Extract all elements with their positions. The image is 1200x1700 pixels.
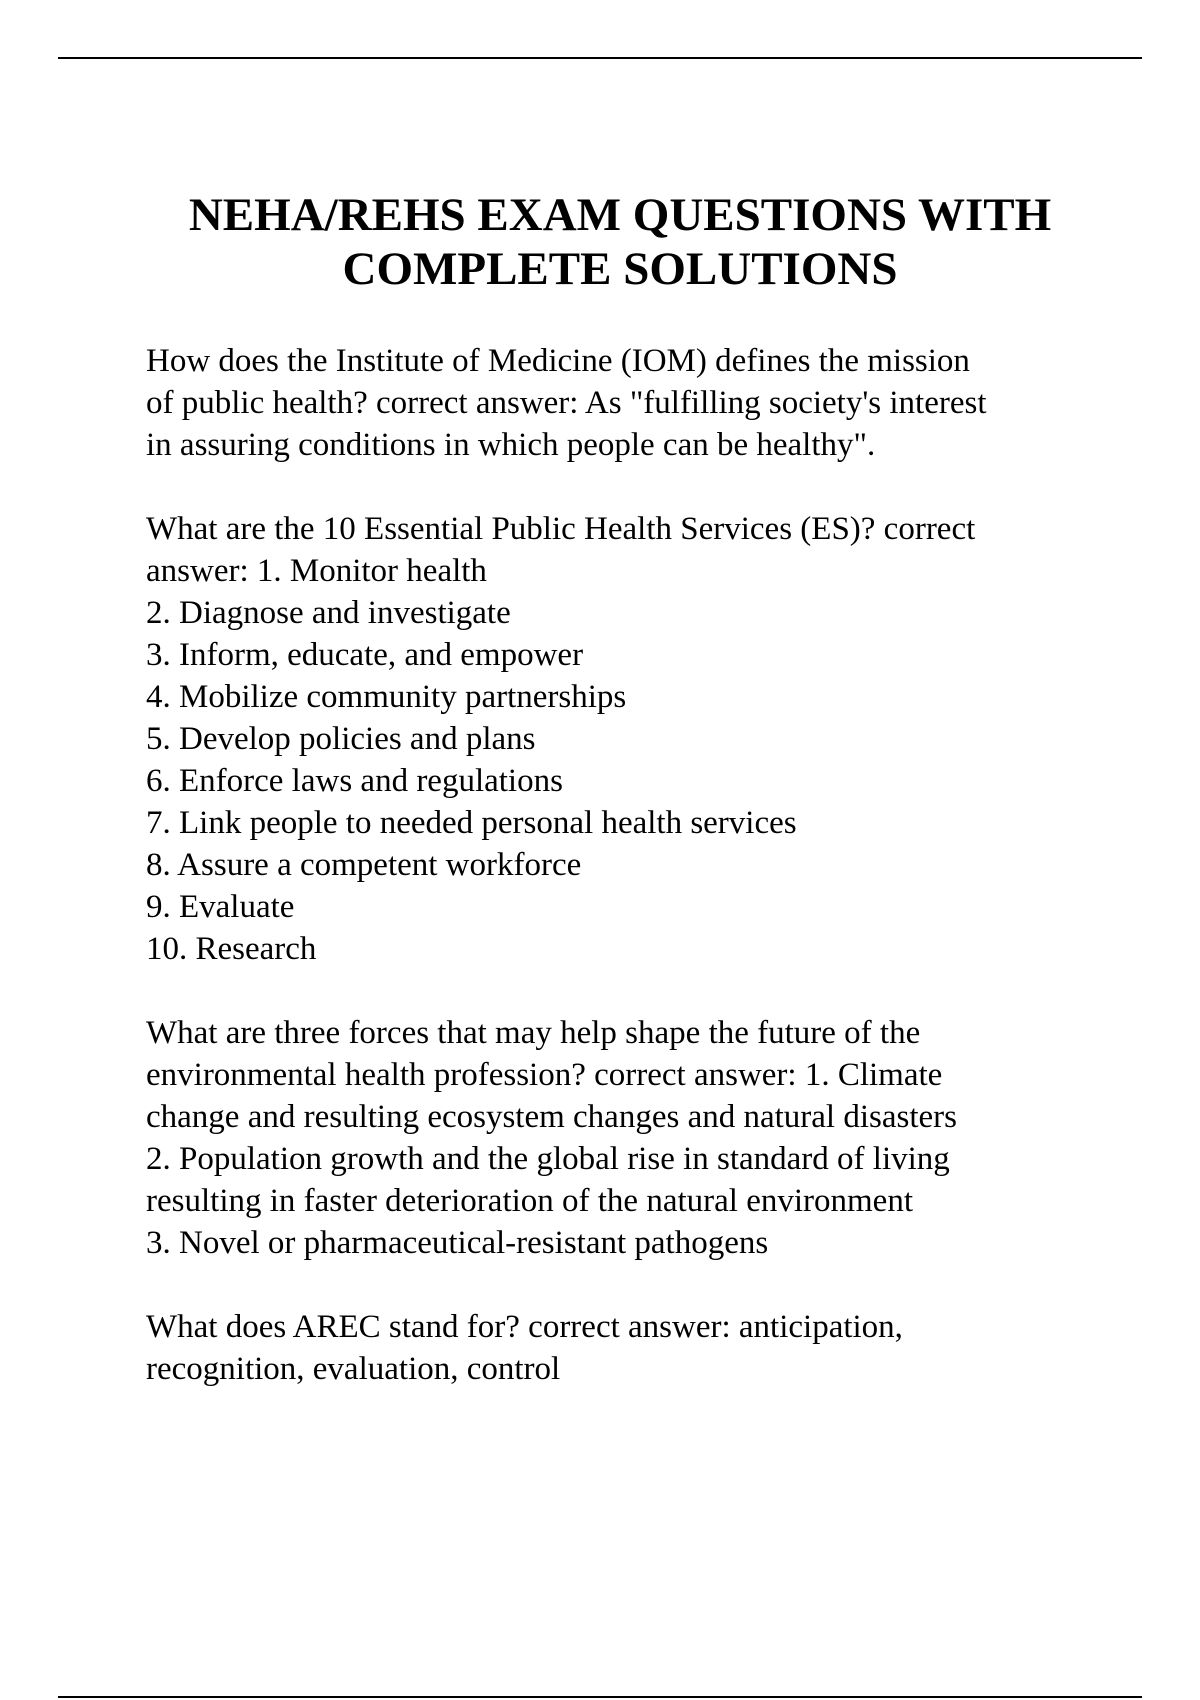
footer-rule bbox=[58, 1696, 1142, 1698]
list-item: 2. Diagnose and investigate bbox=[146, 595, 511, 631]
header-rule bbox=[58, 57, 1142, 59]
text-line: in assuring conditions in which people can be healthy". bbox=[146, 427, 876, 463]
text-line: What are the 10 Essential Public Health Services (ES)? correct bbox=[146, 511, 976, 547]
list-item: 4. Mobilize community partnerships bbox=[146, 679, 627, 715]
list-item: 5. Develop policies and plans bbox=[146, 721, 536, 757]
text-line: answer: 1. Monitor health bbox=[146, 553, 487, 589]
list-item: 9. Evaluate bbox=[146, 889, 295, 925]
qa-block-three-forces bbox=[146, 1012, 1146, 1264]
text-line: 2. Population growth and the global rise in standard of living bbox=[146, 1141, 950, 1177]
list-item: 7. Link people to needed personal health services bbox=[146, 805, 797, 841]
title-line: NEHA/REHS EXAM QUESTIONS WITH bbox=[188, 189, 1052, 241]
list-item: 10. Research bbox=[146, 931, 317, 967]
list-item: 3. Inform, educate, and empower bbox=[146, 637, 584, 673]
list-item: 8. Assure a competent workforce bbox=[146, 847, 582, 883]
text-line: change and resulting ecosystem changes and natural disasters bbox=[146, 1099, 957, 1135]
paragraph-gap bbox=[146, 970, 1146, 1012]
text-line: How does the Institute of Medicine (IOM) defines the mission bbox=[146, 343, 970, 379]
text-line: environmental health profession? correct answer: 1. Climate bbox=[146, 1057, 943, 1093]
text-line: resulting in faster deterioration of the natural environment bbox=[146, 1183, 913, 1219]
qa-block-arec bbox=[146, 1306, 1146, 1390]
paragraph-gap bbox=[146, 466, 1146, 508]
title-line: COMPLETE SOLUTIONS bbox=[342, 243, 898, 295]
paragraph-gap bbox=[146, 1264, 1146, 1306]
text-line: 3. Novel or pharmaceutical-resistant pathogens bbox=[146, 1225, 769, 1261]
text-line: What does AREC stand for? correct answer: anticipation, bbox=[146, 1309, 903, 1345]
text-line: of public health? correct answer: As "fulfilling society's interest bbox=[146, 385, 987, 421]
document-body bbox=[146, 340, 1146, 1390]
text-line: What are three forces that may help shape the future of the bbox=[146, 1015, 921, 1051]
qa-block-iom-mission bbox=[146, 340, 1146, 466]
text-line: recognition, evaluation, control bbox=[146, 1351, 561, 1387]
qa-block-essential-services bbox=[146, 508, 1146, 970]
document-title bbox=[100, 188, 1140, 296]
list-item: 6. Enforce laws and regulations bbox=[146, 763, 563, 799]
